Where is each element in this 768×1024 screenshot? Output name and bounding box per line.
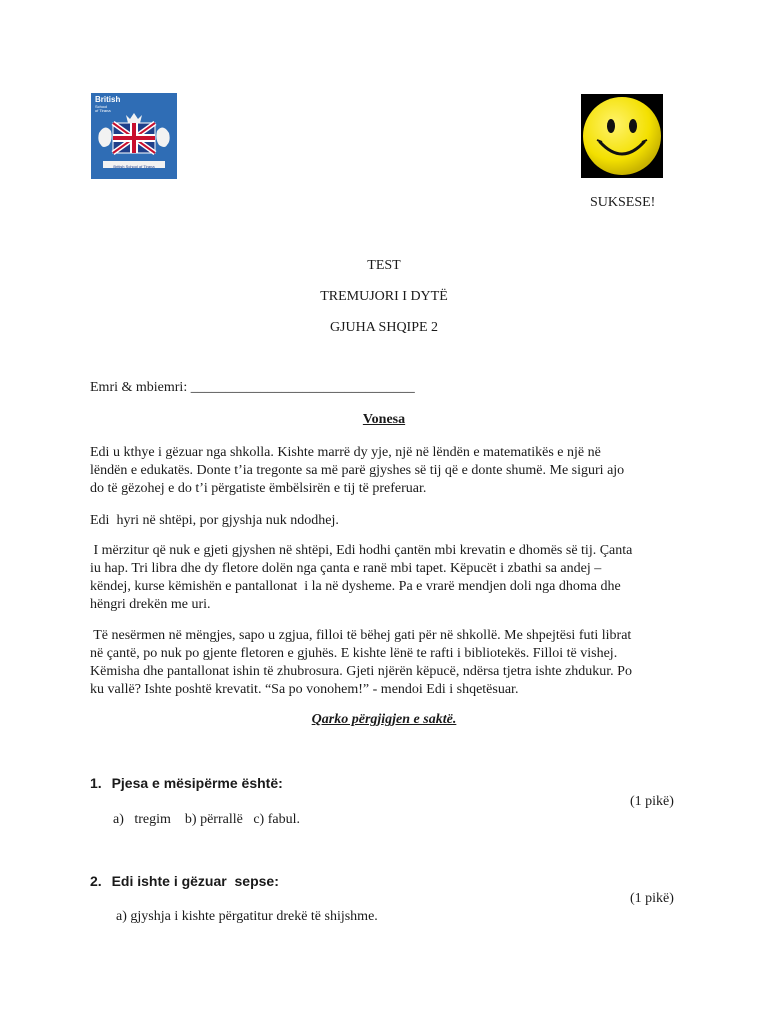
subject-heading: GJUHA SHQIPE 2	[329, 320, 439, 335]
question-1-options: a) tregim b) përrallë c) fabul.	[113, 812, 300, 827]
story-line: lëndën e edukatës. Donte t’ia tregonte sa më parë gjyshes së tij që e donte shumë. Me siguri ajo	[90, 463, 625, 478]
story-line: I mërzitur që nuk e gjeti gjyshen në shtëpi, Edi hodhi çantën mbi krevatin e dhomës së tij. Çanta	[90, 543, 633, 558]
logo-subtitle: School	[95, 104, 108, 109]
name-field: Emri & mbiemri: ________________________________	[90, 380, 415, 395]
story-paragraph-3	[90, 542, 680, 614]
story-line: do të gëzohej e do t’i përgatiste ëmbëlsirën e tij të preferuar.	[90, 481, 427, 496]
story-line: iu hap. Tri libra dhe dy fletore dolën nga çanta e ranë mbi tapet. Këpucët i zbathi sa andej –	[90, 561, 602, 576]
logo-banner-text: British School of Tirana	[113, 164, 155, 169]
instruction: Qarko përgjigjen e saktë.	[311, 712, 457, 727]
question-2	[90, 873, 279, 889]
story-line: Edi hyri në shtëpi, por gjyshja nuk ndodhej.	[90, 513, 339, 528]
story-line: Këmisha dhe pantallonat ishin të zhubrosura. Gjeti njërën këpucë, ndërsa tjetra ishte zhdukur. Po	[90, 664, 632, 679]
story-paragraph-4	[90, 627, 680, 699]
question-2-points: (1 pikë)	[630, 891, 674, 906]
school-logo	[91, 93, 177, 179]
question-text: Pjesa e mësipërme është:	[111, 775, 283, 791]
story-line: këndej, kurse këmishën e pantallonat i la në dysheme. Pa e vrarë mendjen doli nga dhoma dhe	[90, 579, 621, 594]
logo-subtitle-2: of Tirana	[95, 108, 111, 113]
story-title: Vonesa	[362, 412, 406, 427]
question-1	[90, 775, 283, 791]
test-heading: TEST	[367, 258, 401, 273]
question-number: 1.	[90, 775, 102, 791]
smiley-face-icon	[581, 94, 663, 178]
smiley-image	[581, 94, 663, 178]
story-line: hëngri drekën me uri.	[90, 597, 211, 612]
story-line: Të nesërmen në mëngjes, sapo u zgjua, filloi të bëhej gati për në shkollë. Me shpejtësi futi librat	[90, 628, 632, 643]
story-line: në çantë, po nuk po gjente fletoren e gjuhës. E kishte lënë te rafti i bibliotekës. Filloi të vishej.	[90, 646, 618, 661]
question-1-points: (1 pikë)	[630, 794, 674, 809]
story-paragraph-1	[90, 444, 680, 498]
logo-title: British	[95, 95, 121, 104]
story-line: ku vallë? Ishte poshtë krevatit. “Sa po vonohem!” - mendoi Edi i shqetësuar.	[90, 682, 519, 697]
story-line: Edi u kthye i gëzuar nga shkolla. Kishte marrë dy yje, një në lëndën e matematikës e një në	[90, 445, 601, 460]
question-number: 2.	[90, 873, 102, 889]
question-text: Edi ishte i gëzuar sepse:	[111, 873, 279, 889]
story-paragraph-2	[90, 512, 680, 530]
success-label: SUKSESE!	[590, 195, 656, 210]
term-heading: TREMUJORI I DYTË	[320, 289, 448, 304]
question-2-options: a) gjyshja i kishte përgatitur drekë të shijshme.	[116, 909, 378, 924]
